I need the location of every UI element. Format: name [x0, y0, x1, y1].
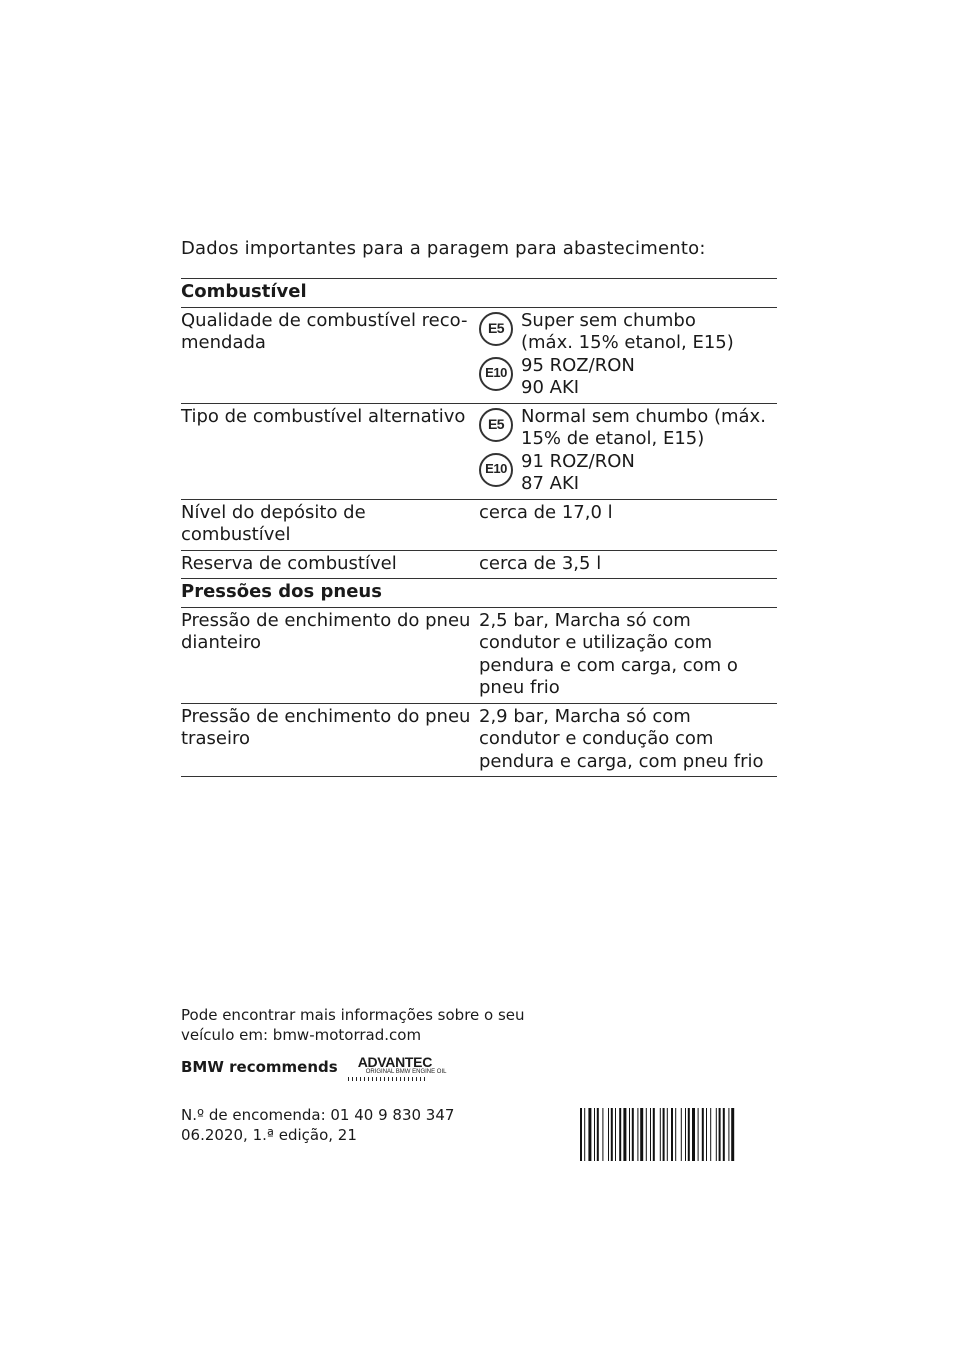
- advantec-subtitle: ORIGINAL BMW ENGINE OIL: [365, 1069, 447, 1075]
- intro-text: Dados importantes para a paragem para abastecimento:: [181, 238, 706, 259]
- order-info: [181, 1105, 454, 1145]
- advantec-logo: [348, 1055, 447, 1081]
- advantec-stripe-icon: [348, 1077, 428, 1081]
- row-rear-tire: [181, 703, 777, 778]
- e10-badge-icon: E10: [479, 357, 513, 391]
- fuel-ethanol-text: (máx. 15% etanol, E15): [521, 332, 734, 353]
- row-value: cerca de 17,0 l: [479, 501, 613, 523]
- footer-info: [181, 1005, 525, 1045]
- section-fuel-title: Combustível: [181, 281, 307, 302]
- row-label: Qualidade de combustível reco-mendada: [181, 309, 468, 353]
- edition-text: 06.2020, 1.ª edição, 21: [181, 1126, 357, 1144]
- row-label: Pressão de enchimento do pneu dianteiro: [181, 609, 471, 653]
- info-line: Pode encontrar mais informações sobre o seu: [181, 1006, 525, 1024]
- row-label: Reserva de combustível: [181, 552, 397, 574]
- fuel-ron-text: 95 ROZ/RON: [521, 354, 635, 376]
- barcode-icon: [580, 1108, 777, 1161]
- e5-badge-icon: E5: [479, 312, 513, 346]
- recommends-label: BMW recommends: [181, 1058, 338, 1076]
- e10-badge-icon: E10: [479, 453, 513, 487]
- fuel-ethanol-text: 15% de etanol, E15): [521, 428, 705, 449]
- fuel-aki-text: 90 AKI: [521, 377, 580, 398]
- row-tank-level: [181, 499, 777, 550]
- fuel-grade-text: Normal sem chumbo (máx.: [521, 405, 766, 427]
- fuel-aki-text: 87 AKI: [521, 473, 580, 494]
- advantec-title: ADVANTEC: [357, 1054, 433, 1070]
- row-label: Nível do depósito de combustível: [181, 501, 366, 545]
- info-line-website: veículo em: bmw-motorrad.com: [181, 1026, 422, 1044]
- row-label: Tipo de combustível alternativo: [181, 405, 466, 427]
- row-fuel-reserve: [181, 550, 777, 579]
- e5-badge-icon: E5: [479, 408, 513, 442]
- order-number: N.º de encomenda: 01 40 9 830 347: [181, 1106, 455, 1124]
- fuel-ron-text: 91 ROZ/RON: [521, 450, 635, 472]
- row-front-tire: [181, 607, 777, 703]
- section-tires-title: Pressões dos pneus: [181, 581, 382, 602]
- section-fuel: [181, 278, 777, 307]
- row-recommended-fuel: [181, 307, 777, 403]
- row-label: Pressão de enchimento do pneu traseiro: [181, 705, 471, 749]
- row-value: cerca de 3,5 l: [479, 552, 602, 574]
- fuel-grade-text: Super sem chumbo: [521, 309, 696, 331]
- row-value: 2,9 bar, Marcha só com condutor e condução com pendura e carga, com pneu frio: [479, 705, 764, 772]
- row-value: 2,5 bar, Marcha só com condutor e utilização com pendura e com carga, com o pneu frio: [479, 609, 738, 698]
- bmw-recommends: [181, 1055, 446, 1081]
- refuel-data-table: [181, 278, 777, 777]
- row-alternative-fuel: [181, 403, 777, 499]
- section-tire-pressure: [181, 578, 777, 607]
